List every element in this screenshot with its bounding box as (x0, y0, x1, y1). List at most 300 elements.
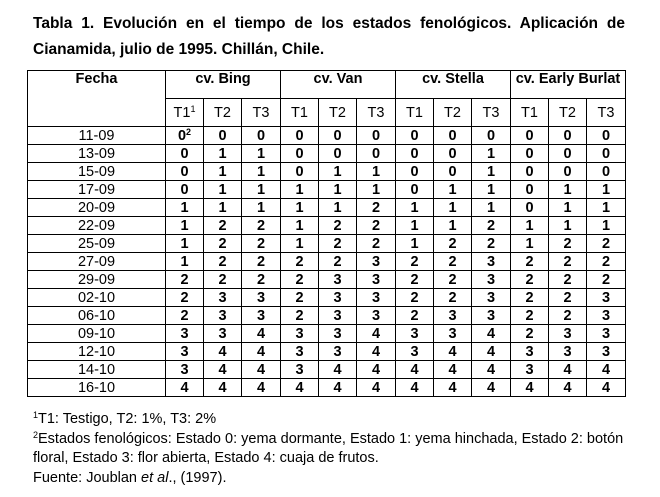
table-row (28, 163, 626, 181)
value-cell (242, 181, 281, 199)
value-text: 4 (218, 361, 227, 378)
value-cell (587, 127, 626, 145)
value-text: 4 (486, 343, 496, 360)
value-text: 3 (218, 307, 227, 324)
value-text: 2 (410, 271, 419, 288)
value-cell (204, 343, 242, 361)
value-cell (319, 127, 357, 145)
value-cell (357, 253, 396, 271)
value-cell (511, 271, 549, 289)
value-text: 2 (448, 271, 457, 288)
value-cell (281, 379, 319, 397)
value-text: 2 (486, 217, 496, 234)
value-text: 3 (180, 343, 189, 360)
table-row (28, 145, 626, 163)
value-cell (434, 325, 472, 343)
value-text: 0 (333, 145, 342, 162)
table-caption: Tabla 1. Evolución en el tiempo de los estados fenológicos. Aplicación de Cianamida, julio de 1995. Chillán, Chile. (33, 15, 625, 58)
value-cell (396, 289, 434, 307)
date-cell: 15-09 (28, 163, 166, 181)
value-cell (511, 307, 549, 325)
value-cell (319, 325, 357, 343)
value-text: 2 (295, 271, 304, 288)
treatment-label: T2 (559, 104, 576, 121)
value-cell (511, 325, 549, 343)
value-text: 4 (525, 379, 534, 396)
date-cell: 20-09 (28, 199, 166, 217)
value-cell (242, 145, 281, 163)
value-text: 2 (525, 289, 534, 306)
source-text: Fuente: Joublan (33, 469, 142, 486)
value-cell (587, 181, 626, 199)
treatment-header (549, 99, 587, 127)
value-cell (166, 163, 204, 181)
value-text: 0 (563, 127, 572, 144)
value-text: 0 (180, 163, 189, 180)
treatment-header (587, 99, 626, 127)
value-text: 3 (601, 289, 611, 306)
value-cell (281, 361, 319, 379)
value-text: 2 (563, 307, 572, 324)
value-text: 4 (333, 379, 342, 396)
value-cell (587, 199, 626, 217)
value-text: 1 (218, 163, 227, 180)
value-cell (281, 163, 319, 181)
value-cell (434, 307, 472, 325)
value-text: 0 (295, 145, 304, 162)
value-cell (166, 217, 204, 235)
treatment-label: T3 (367, 104, 385, 121)
value-cell (396, 379, 434, 397)
value-cell (549, 361, 587, 379)
value-text: 3 (601, 325, 611, 342)
table-row (28, 253, 626, 271)
value-text: 0 (601, 145, 611, 162)
value-cell (549, 199, 587, 217)
value-cell (587, 217, 626, 235)
value-cell (587, 271, 626, 289)
treatment-label: T1 (406, 104, 423, 121)
phenology-table (27, 70, 626, 397)
value-cell (357, 199, 396, 217)
value-text: 1 (486, 181, 496, 198)
value-cell (319, 235, 357, 253)
value-cell (472, 271, 511, 289)
value-cell (166, 127, 204, 145)
value-cell (587, 253, 626, 271)
value-cell (357, 145, 396, 163)
value-text: 1 (371, 163, 381, 180)
value-cell (434, 181, 472, 199)
treatment-header (242, 99, 281, 127)
value-cell (357, 127, 396, 145)
footnote-marker: 1 (33, 410, 39, 420)
date-cell: 06-10 (28, 307, 166, 325)
date-cell: 14-10 (28, 361, 166, 379)
value-cell (242, 271, 281, 289)
value-cell (549, 235, 587, 253)
value-text: 3 (333, 289, 342, 306)
treatment-header (204, 99, 242, 127)
value-text: 1 (525, 235, 534, 252)
value-cell (472, 199, 511, 217)
value-text: 4 (180, 379, 189, 396)
value-cell (204, 127, 242, 145)
value-text: 1 (486, 145, 496, 162)
value-cell (587, 289, 626, 307)
value-cell (511, 379, 549, 397)
value-cell (587, 235, 626, 253)
value-text: 0 (180, 181, 189, 198)
value-text: 0 (410, 127, 419, 144)
value-text: 1 (601, 199, 611, 216)
value-text: 3 (448, 307, 457, 324)
date-cell: 17-09 (28, 181, 166, 199)
value-cell (587, 145, 626, 163)
value-cell (166, 343, 204, 361)
value-cell (587, 379, 626, 397)
value-text: 4 (333, 361, 342, 378)
value-cell (281, 145, 319, 163)
value-text: 0 (410, 145, 419, 162)
value-text: 2 (256, 235, 266, 252)
value-cell (511, 217, 549, 235)
value-text: 3 (295, 343, 304, 360)
value-cell (357, 163, 396, 181)
value-text: 1 (563, 199, 572, 216)
value-text: 2 (218, 217, 227, 234)
value-cell (204, 145, 242, 163)
value-text: 2 (448, 289, 457, 306)
value-cell (357, 181, 396, 199)
value-text: 0 (448, 163, 457, 180)
value-cell (434, 361, 472, 379)
value-cell (472, 145, 511, 163)
value-cell (242, 343, 281, 361)
value-cell (396, 361, 434, 379)
value-text: 0 (177, 127, 187, 144)
table-row (28, 217, 626, 235)
value-text: 3 (218, 289, 227, 306)
value-text: 1 (180, 199, 189, 216)
value-text: 1 (180, 253, 189, 270)
cultivar-header: cv. Bing (166, 71, 281, 99)
value-cell (587, 361, 626, 379)
value-cell (166, 307, 204, 325)
value-text: 3 (486, 271, 496, 288)
value-cell (281, 217, 319, 235)
treatment-header (396, 99, 434, 127)
value-text: 1 (486, 163, 496, 180)
value-text: 1 (180, 217, 189, 234)
value-cell (472, 127, 511, 145)
value-text: 2 (563, 235, 572, 252)
value-text: 2 (410, 289, 419, 306)
value-text: 4 (371, 343, 381, 360)
value-cell (357, 325, 396, 343)
value-text: 3 (525, 361, 534, 378)
treatment-label: T2 (444, 104, 461, 121)
value-text: 2 (256, 271, 266, 288)
value-cell (472, 379, 511, 397)
value-cell (357, 361, 396, 379)
value-text: 0 (295, 163, 304, 180)
value-cell (204, 379, 242, 397)
table-row (28, 235, 626, 253)
value-cell (166, 361, 204, 379)
value-text: 3 (218, 325, 227, 342)
value-text: 3 (410, 325, 419, 342)
value-text: 2 (410, 307, 419, 324)
value-text: 3 (180, 361, 189, 378)
value-text: 1 (333, 199, 342, 216)
value-cell (204, 361, 242, 379)
value-cell (434, 235, 472, 253)
cultivar-header: cv. Van (281, 71, 396, 99)
value-cell (472, 235, 511, 253)
value-text: 2 (601, 253, 611, 270)
value-cell (319, 217, 357, 235)
table-row (28, 181, 626, 199)
value-text: 2 (563, 271, 572, 288)
value-text: 3 (371, 307, 381, 324)
value-text: 4 (256, 343, 266, 360)
value-text: 0 (410, 181, 419, 198)
table-row (28, 361, 626, 379)
value-cell (166, 235, 204, 253)
value-text: 0 (333, 127, 342, 144)
value-cell (511, 289, 549, 307)
value-cell (166, 199, 204, 217)
value-text: 3 (333, 325, 342, 342)
value-text: 4 (410, 379, 419, 396)
value-cell (549, 127, 587, 145)
value-text: 4 (486, 361, 496, 378)
value-cell (357, 307, 396, 325)
value-cell (549, 325, 587, 343)
value-cell (166, 379, 204, 397)
value-text: 4 (256, 379, 266, 396)
value-cell (472, 289, 511, 307)
value-text: 2 (218, 271, 227, 288)
value-text: 4 (563, 379, 572, 396)
value-cell (434, 145, 472, 163)
value-text: 0 (448, 145, 457, 162)
value-text: 1 (295, 217, 304, 234)
value-text: 0 (295, 127, 304, 144)
note-phenology-states (33, 430, 633, 469)
value-text: 1 (333, 163, 342, 180)
value-cell (166, 181, 204, 199)
value-cell (242, 253, 281, 271)
value-text: 3 (256, 289, 266, 306)
value-cell (281, 289, 319, 307)
value-text: 2 (563, 253, 572, 270)
value-cell (396, 127, 434, 145)
value-text: 4 (486, 325, 496, 342)
header-row-cultivars (28, 71, 626, 99)
value-cell (357, 271, 396, 289)
value-text: 3 (486, 253, 496, 270)
value-text: 1 (218, 145, 227, 162)
value-text: 3 (333, 307, 342, 324)
value-cell (472, 325, 511, 343)
footnote-marker: 2 (33, 429, 39, 440)
value-cell (319, 289, 357, 307)
value-text: 2 (371, 235, 381, 252)
date-cell: 09-10 (28, 325, 166, 343)
treatment-header (357, 99, 396, 127)
value-cell (166, 145, 204, 163)
value-text: 1 (371, 181, 381, 198)
value-text: 1 (563, 217, 572, 234)
value-text: 2 (295, 307, 304, 324)
value-text: 1 (256, 181, 266, 198)
value-cell (204, 307, 242, 325)
value-text: 3 (295, 361, 304, 378)
value-cell (549, 145, 587, 163)
value-cell (511, 163, 549, 181)
value-text: 3 (371, 271, 381, 288)
value-cell (242, 217, 281, 235)
value-cell (396, 271, 434, 289)
value-text: 3 (333, 271, 342, 288)
treatment-label: T1 (291, 104, 308, 121)
value-cell (587, 343, 626, 361)
value-text: 3 (371, 253, 381, 270)
value-text: 2 (333, 253, 342, 270)
table-body (28, 127, 626, 397)
treatment-label: T3 (597, 104, 615, 121)
table-notes (33, 410, 633, 488)
value-cell (472, 181, 511, 199)
value-cell (242, 307, 281, 325)
value-text: 0 (525, 163, 534, 180)
value-text: 1 (448, 217, 457, 234)
value-text: 4 (218, 343, 227, 360)
value-cell (396, 145, 434, 163)
value-cell (204, 199, 242, 217)
value-text: 4 (371, 379, 381, 396)
value-text: 2 (410, 253, 419, 270)
table-row (28, 307, 626, 325)
value-cell (242, 361, 281, 379)
value-cell (319, 271, 357, 289)
footnote-marker: 1 (190, 103, 196, 114)
value-text: 3 (563, 343, 572, 360)
value-cell (549, 217, 587, 235)
value-cell (281, 307, 319, 325)
note-source (33, 469, 633, 489)
value-cell (434, 379, 472, 397)
value-text: 4 (256, 361, 266, 378)
value-text: 1 (448, 199, 457, 216)
value-text: 3 (601, 307, 611, 324)
value-text: 2 (448, 235, 457, 252)
value-text: 3 (563, 325, 572, 342)
value-text: 3 (333, 343, 342, 360)
value-cell (319, 379, 357, 397)
note-text: Estados fenológicos: Estado 0: yema dormante, Estado 1: yema hinchada, Estado 2: botón floral, Estado 3: flor abierta, Estado 4: cuaja de frutos. (33, 430, 624, 466)
value-cell (549, 307, 587, 325)
value-cell (281, 253, 319, 271)
value-text: 2 (180, 307, 189, 324)
value-cell (511, 235, 549, 253)
value-cell (204, 163, 242, 181)
value-cell (434, 289, 472, 307)
value-text: 1 (410, 235, 419, 252)
value-text: 2 (525, 253, 534, 270)
value-text: 1 (333, 181, 342, 198)
value-cell (434, 127, 472, 145)
value-cell (396, 343, 434, 361)
value-text: 0 (563, 145, 572, 162)
value-text: 3 (486, 307, 496, 324)
table-row (28, 343, 626, 361)
value-cell (242, 199, 281, 217)
date-cell: 13-09 (28, 145, 166, 163)
date-cell: 12-10 (28, 343, 166, 361)
date-cell: 25-09 (28, 235, 166, 253)
value-text: 4 (256, 325, 266, 342)
table-row (28, 199, 626, 217)
value-text: 4 (486, 379, 496, 396)
note-text: T1: Testigo, T2: 1%, T3: 2% (38, 411, 217, 427)
value-text: 3 (486, 289, 496, 306)
value-cell (166, 253, 204, 271)
value-cell (204, 181, 242, 199)
value-text: 1 (256, 199, 266, 216)
value-text: 1 (218, 181, 227, 198)
treatment-label: T2 (214, 104, 231, 121)
value-cell (166, 271, 204, 289)
value-cell (357, 379, 396, 397)
value-cell (511, 181, 549, 199)
value-text: 1 (295, 181, 304, 198)
value-text: 4 (218, 379, 227, 396)
value-cell (434, 343, 472, 361)
treatment-header (281, 99, 319, 127)
value-text: 3 (601, 343, 611, 360)
value-text: 2 (333, 235, 342, 252)
value-text: 0 (563, 163, 572, 180)
value-cell (396, 163, 434, 181)
treatment-header (472, 99, 511, 127)
value-cell (396, 253, 434, 271)
value-cell (204, 289, 242, 307)
value-text: 0 (371, 145, 381, 162)
date-column-header: Fecha (28, 71, 166, 127)
value-text: 3 (180, 325, 189, 342)
value-cell (472, 361, 511, 379)
value-cell (434, 253, 472, 271)
value-cell (204, 325, 242, 343)
table-row (28, 127, 626, 145)
value-text: 4 (371, 361, 381, 378)
value-cell (166, 289, 204, 307)
value-cell (242, 289, 281, 307)
value-text: 0 (525, 127, 534, 144)
value-cell (396, 199, 434, 217)
value-cell (281, 271, 319, 289)
value-cell (396, 181, 434, 199)
treatment-label: T3 (252, 104, 270, 121)
value-text: 0 (525, 181, 534, 198)
value-cell (319, 343, 357, 361)
value-text: 0 (218, 127, 227, 144)
value-text: 3 (256, 307, 266, 324)
value-text: 4 (371, 325, 381, 342)
